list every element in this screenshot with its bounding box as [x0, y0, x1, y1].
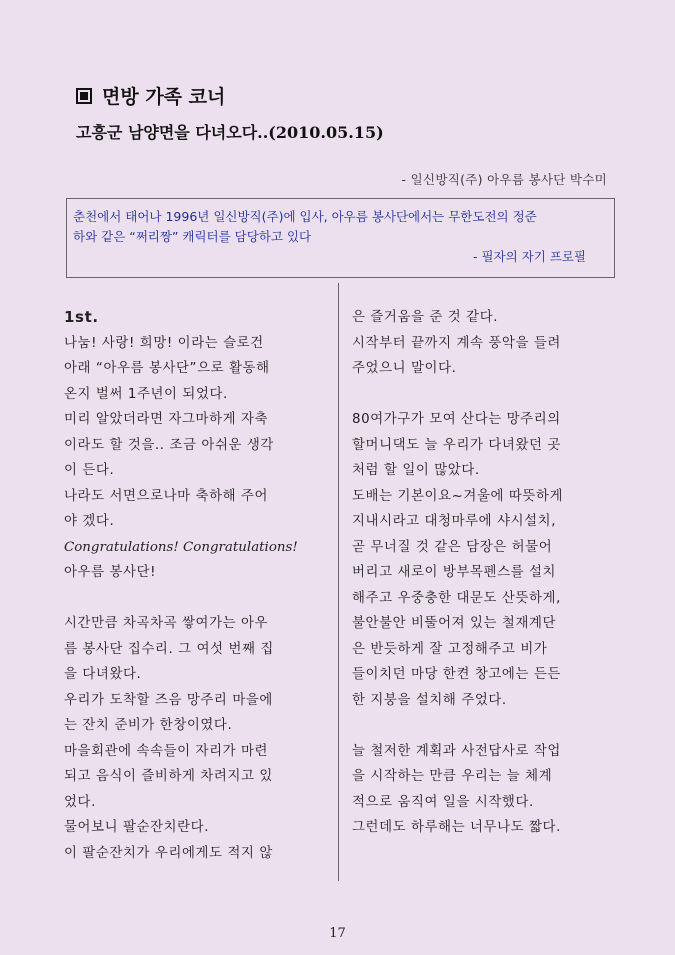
body-line: 아우름 봉사단!	[64, 565, 157, 580]
body-line: 버리고 새로이 방부목펜스를 설치	[352, 565, 557, 580]
body-line: 아래 “아우름 봉사단”으로 활동해	[64, 361, 270, 376]
author-profile-box	[66, 198, 615, 278]
body-line: 이 든다.	[64, 463, 115, 478]
body-line: 할머니댁도 늘 우리가 다녀왔던 곳	[352, 437, 561, 453]
column-heading: 1st.	[64, 308, 99, 326]
filled-square-icon	[76, 88, 92, 104]
paragraph-gap	[64, 586, 324, 612]
body-line: 주었으니 말이다.	[352, 361, 457, 376]
paragraph-gap	[352, 382, 614, 408]
body-line: 그런데도 하루해는 너무나도 짧다.	[352, 820, 561, 835]
body-line: 해주고 우중충한 대문도 산뜻하게,	[352, 590, 561, 606]
congratulations-line: Congratulations! Congratulations!	[64, 539, 298, 555]
body-line: 는 잔치 준비가 한창이였다.	[64, 718, 233, 733]
body-line: 늘 철저한 계획과 사전답사로 작업	[352, 743, 561, 759]
body-line: 시작부터 끝까지 계속 풍악을 들려	[352, 335, 561, 351]
section-title: 면방 가족 코너	[102, 86, 226, 108]
article-byline: - 일신방직(주) 아우름 봉사단 박수미	[401, 172, 607, 187]
body-line: 불안불안 비뚤어져 있는 철재계단	[352, 616, 557, 631]
body-line: 름 봉사단 집수리. 그 여섯 번째 집	[64, 641, 274, 657]
body-line: 은 반듯하게 잘 고정해주고 비가	[352, 641, 548, 657]
body-line: 물어보니 팔순잔치란다.	[64, 820, 210, 835]
body-line: 은 즐거움을 준 것 같다.	[352, 310, 499, 325]
body-line: 마을회관에 속속들이 자리가 마련	[64, 743, 269, 759]
body-line: 도배는 기본이요~겨울에 따뜻하게	[352, 488, 564, 504]
paragraph-gap	[352, 713, 614, 739]
body-line: 이 팔순잔치가 우리에게도 적지 않	[64, 845, 273, 861]
profile-line: 춘천에서 태어나 1996년 일신방직(주)에 입사, 아우름 봉사단에서는 무한도전의 정준	[73, 209, 537, 224]
left-column	[64, 305, 324, 866]
right-column	[352, 305, 614, 841]
body-line: 처럼 할 일이 많았다.	[352, 463, 480, 478]
body-line: 되고 음식이 즐비하게 차려지고 있	[64, 769, 273, 784]
body-line: 한 지붕을 설치해 주었다.	[352, 692, 507, 708]
body-line: 이라도 할 것을.. 조금 아쉬운 생각	[64, 437, 274, 453]
body-line: 야 겠다.	[64, 514, 115, 529]
section-header	[76, 82, 225, 109]
article-subtitle: 고흥군 남양면을 다녀오다..(2010.05.15)	[76, 123, 384, 142]
body-line: 적으로 움직여 일을 시작했다.	[352, 794, 534, 810]
body-line: 을 다녀왔다.	[64, 667, 142, 682]
body-line: 을 시작하는 만큼 우리는 늘 체계	[352, 769, 553, 784]
body-line: 우리가 도착할 즈음 망주리 마을에	[64, 692, 273, 708]
profile-line: 하와 같은 “쩌리짱” 캐릭터를 담당하고 있다	[73, 229, 312, 244]
body-line: 었다.	[64, 794, 96, 810]
body-line: 곧 무너질 것 같은 담장은 허물어	[352, 539, 553, 555]
body-line: 온지 벌써 1주년이 되었다.	[64, 386, 228, 402]
body-line: 나라도 서면으로나마 축하해 주어	[64, 488, 269, 504]
body-line: 나눔! 사랑! 희망! 이라는 슬로건	[64, 335, 264, 351]
column-divider	[338, 283, 339, 881]
profile-signature: - 필자의 자기 프로필	[472, 249, 586, 264]
body-line: 지내시라고 대청마루에 샤시설치,	[352, 514, 557, 529]
body-line: 들이치던 마당 한켠 창고에는 든든	[352, 667, 561, 682]
body-line: 미리 알았더라면 자그마하게 자축	[64, 412, 269, 427]
page-number: 17	[329, 926, 346, 941]
body-line: 시간만큼 차곡차곡 쌓여가는 아우	[64, 616, 269, 631]
body-line: 80여가구가 모여 산다는 망주리의	[352, 412, 561, 427]
